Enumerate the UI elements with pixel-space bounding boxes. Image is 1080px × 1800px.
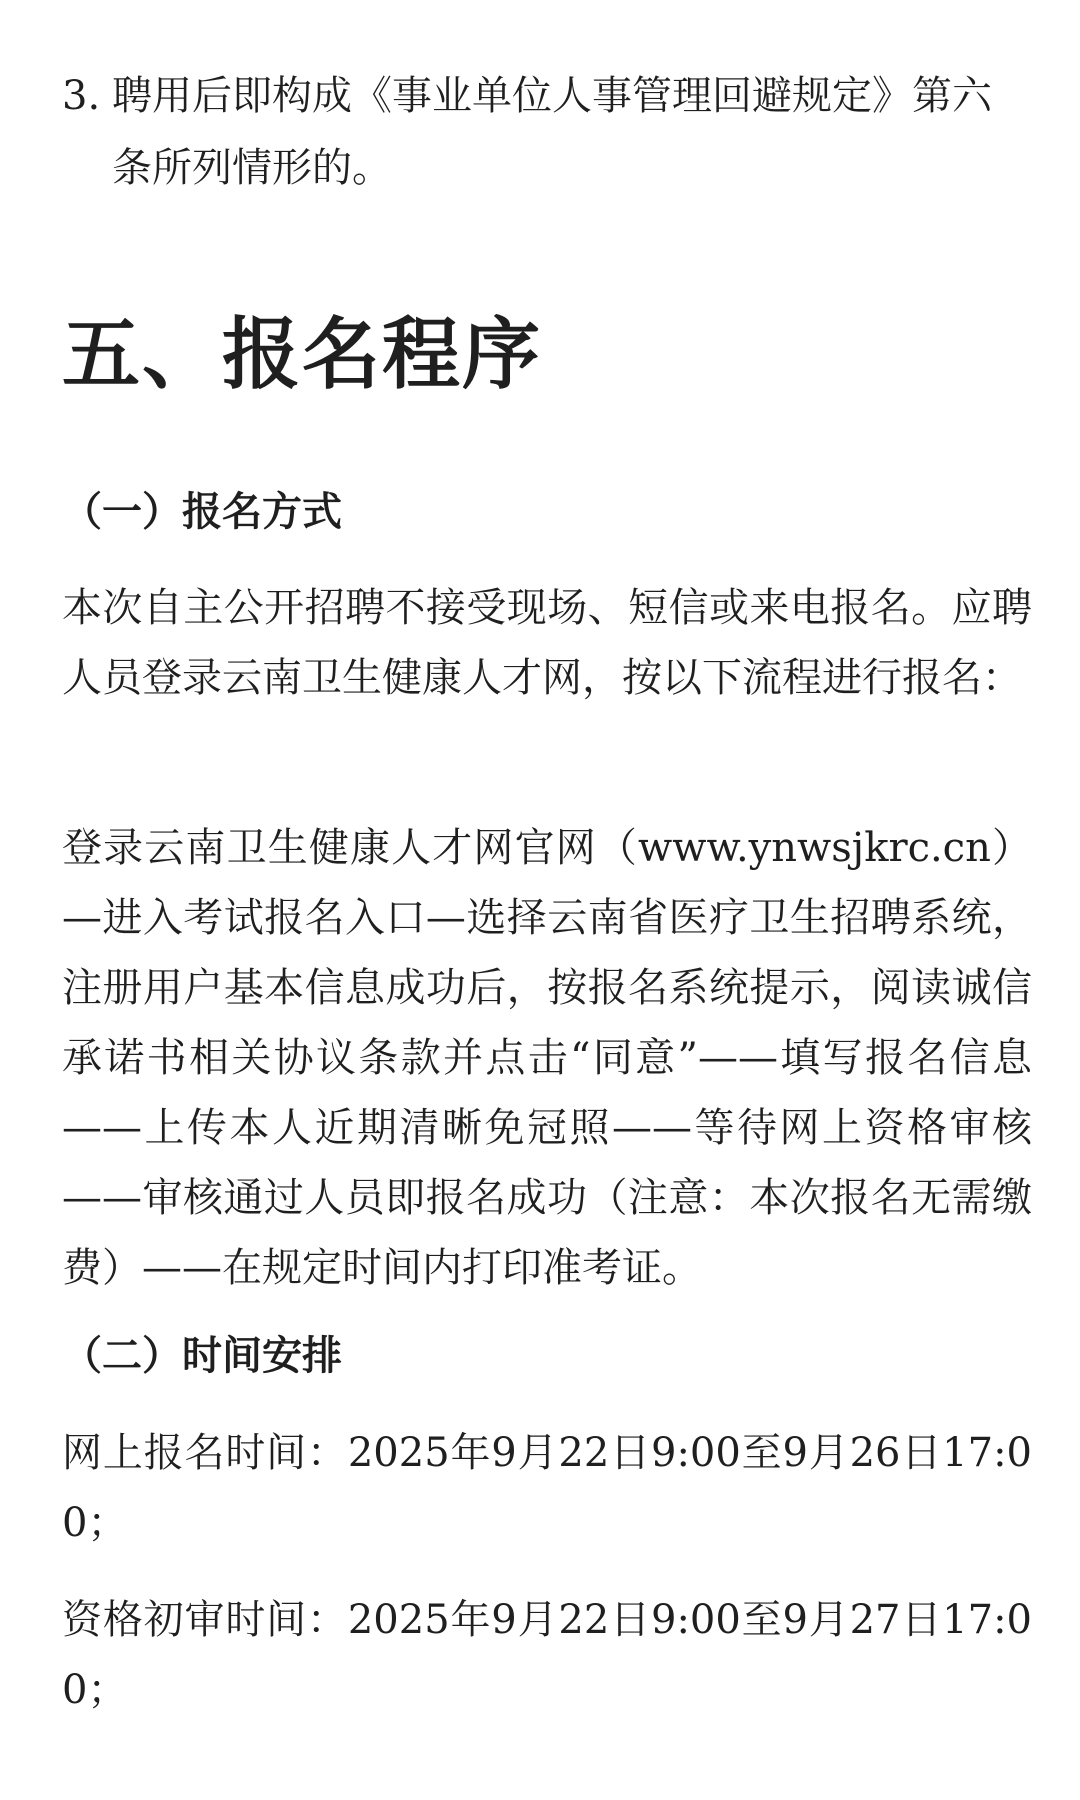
paragraph-initial-review-time: 资格初审时间：2025年9月22日9:00至9月27日17:00； bbox=[62, 1597, 1032, 1713]
subsection-heading-schedule: （二）时间安排 bbox=[62, 1332, 342, 1379]
list-item-text: 聘用后即构成《事业单位人事管理回避规定》第六条所列情形的。 bbox=[112, 73, 992, 191]
subsection-heading-registration-method: （一）报名方式 bbox=[62, 488, 342, 535]
section-title: 五、报名程序 bbox=[62, 309, 543, 400]
paragraph-registration-steps: 登录云南卫生健康人才网官网（www.ynwsjkrc.cn）—进入考试报名入口—选择云南省医疗卫生招聘系统，注册用户基本信息成功后，按报名系统提示，阅读诚信承诺书相关协议条款并点击“同意”——填写报名信息——上传本人近期清晰免冠照——等待网上资格审核——审核通过人员即报名成功（注意：本次报名无需缴费）——在规定时间内打印准考证。 bbox=[62, 825, 1032, 1291]
list-item-number: 3. bbox=[62, 73, 101, 119]
paragraph-online-registration-time: 网上报名时间：2025年9月22日9:00至9月26日17:00； bbox=[62, 1430, 1032, 1546]
paragraph-registration-intro: 本次自主公开招聘不接受现场、短信或来电报名。应聘人员登录云南卫生健康人才网，按以下流程进行报名： bbox=[62, 585, 1032, 701]
list-item-3 bbox=[62, 60, 1027, 204]
